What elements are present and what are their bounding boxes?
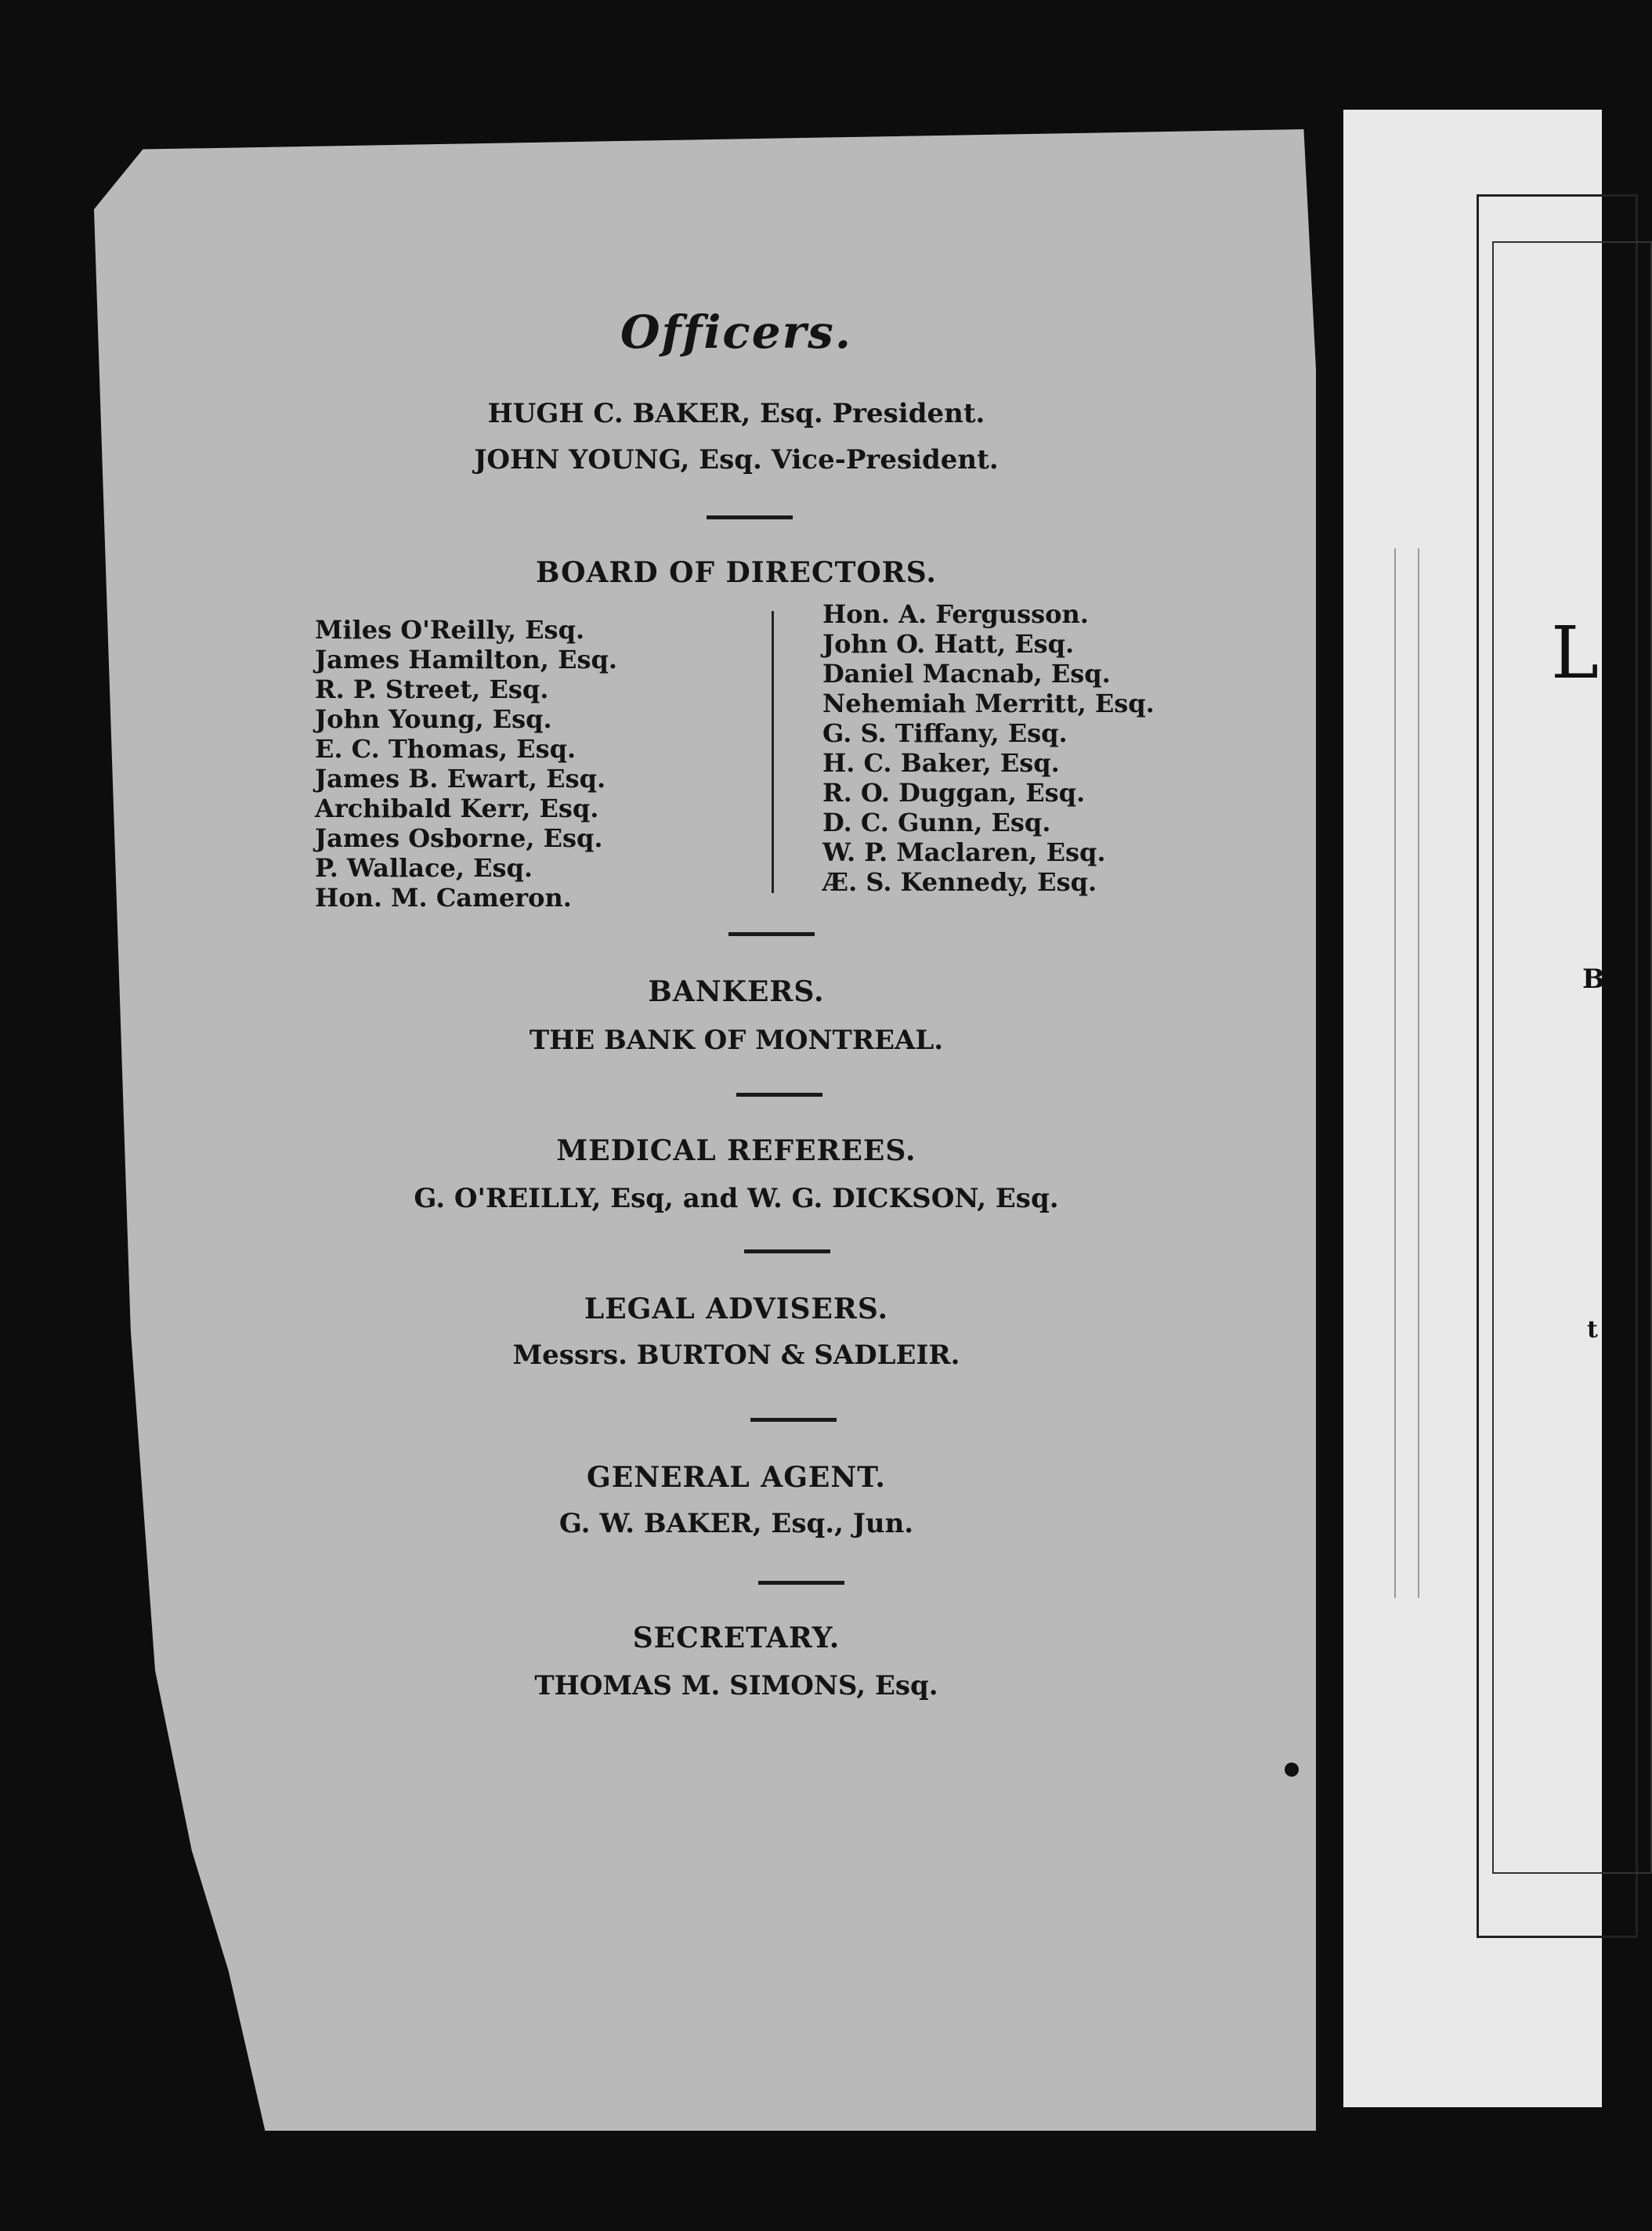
director-name: John O. Hatt, Esq. xyxy=(822,629,1075,659)
facing-page-border-inner xyxy=(1492,241,1652,1874)
bankers-value: THE BANK OF MONTREAL. xyxy=(529,1025,944,1056)
binding-stitch xyxy=(1394,548,1419,1598)
director-name: Daniel Macnab, Esq. xyxy=(822,659,1111,689)
divider-rule xyxy=(736,1093,822,1097)
director-name: Nehemiah Merritt, Esq. xyxy=(822,689,1155,718)
divider-rule xyxy=(707,515,793,519)
facing-page-fragment: B xyxy=(1582,964,1605,995)
director-name: Archibald Kerr, Esq. xyxy=(315,794,599,823)
directors-right-column xyxy=(822,599,1155,897)
director-name: W. P. Maclaren, Esq. xyxy=(822,837,1106,867)
director-name: R. O. Duggan, Esq. xyxy=(822,778,1086,808)
divider-rule xyxy=(758,1581,844,1585)
legal-heading: LEGAL ADVISERS. xyxy=(584,1293,889,1325)
director-name: Hon. M. Cameron. xyxy=(315,883,572,913)
divider-rule xyxy=(744,1249,830,1253)
officers-title: Officers. xyxy=(620,306,853,359)
director-name: John Young, Esq. xyxy=(315,704,552,734)
vice-president-line: JOHN YOUNG, Esq. Vice-President. xyxy=(474,444,999,475)
director-name: D. C. Gunn, Esq. xyxy=(822,808,1051,837)
ink-spot xyxy=(1285,1763,1299,1777)
director-name: E. C. Thomas, Esq. xyxy=(315,734,577,764)
agent-value: G. W. BAKER, Esq., Jun. xyxy=(558,1508,914,1539)
column-divider xyxy=(772,611,774,893)
legal-value: Messrs. BURTON & SADLEIR. xyxy=(512,1340,960,1371)
director-name: James Osborne, Esq. xyxy=(315,823,603,853)
divider-rule xyxy=(728,932,815,936)
left-page xyxy=(94,129,1316,2131)
bankers-heading: BANKERS. xyxy=(648,975,825,1008)
director-name: Hon. A. Fergusson. xyxy=(822,599,1089,629)
director-name: Miles O'Reilly, Esq. xyxy=(315,615,585,645)
medical-heading: MEDICAL REFEREES. xyxy=(556,1134,916,1167)
secretary-heading: SECRETARY. xyxy=(632,1622,840,1654)
director-name: James Hamilton, Esq. xyxy=(315,645,617,674)
director-name: Æ. S. Kennedy, Esq. xyxy=(822,867,1097,897)
board-heading: BOARD OF DIRECTORS. xyxy=(536,556,937,589)
director-name: James B. Ewart, Esq. xyxy=(315,764,606,794)
medical-value: G. O'REILLY, Esq, and W. G. DICKSON, Esq. xyxy=(414,1183,1059,1214)
agent-heading: GENERAL AGENT. xyxy=(587,1461,886,1494)
secretary-value: THOMAS M. SIMONS, Esq. xyxy=(534,1670,938,1701)
director-name: G. S. Tiffany, Esq. xyxy=(822,718,1068,748)
director-name: H. C. Baker, Esq. xyxy=(822,748,1060,778)
directors-left-column xyxy=(315,615,617,913)
president-line: HUGH C. BAKER, Esq. President. xyxy=(487,398,985,429)
facing-page-initial: L xyxy=(1551,611,1600,695)
director-name: R. P. Street, Esq. xyxy=(315,674,549,704)
divider-rule xyxy=(750,1418,837,1422)
director-name: P. Wallace, Esq. xyxy=(315,853,533,883)
facing-page-fragment: t xyxy=(1587,1316,1598,1343)
